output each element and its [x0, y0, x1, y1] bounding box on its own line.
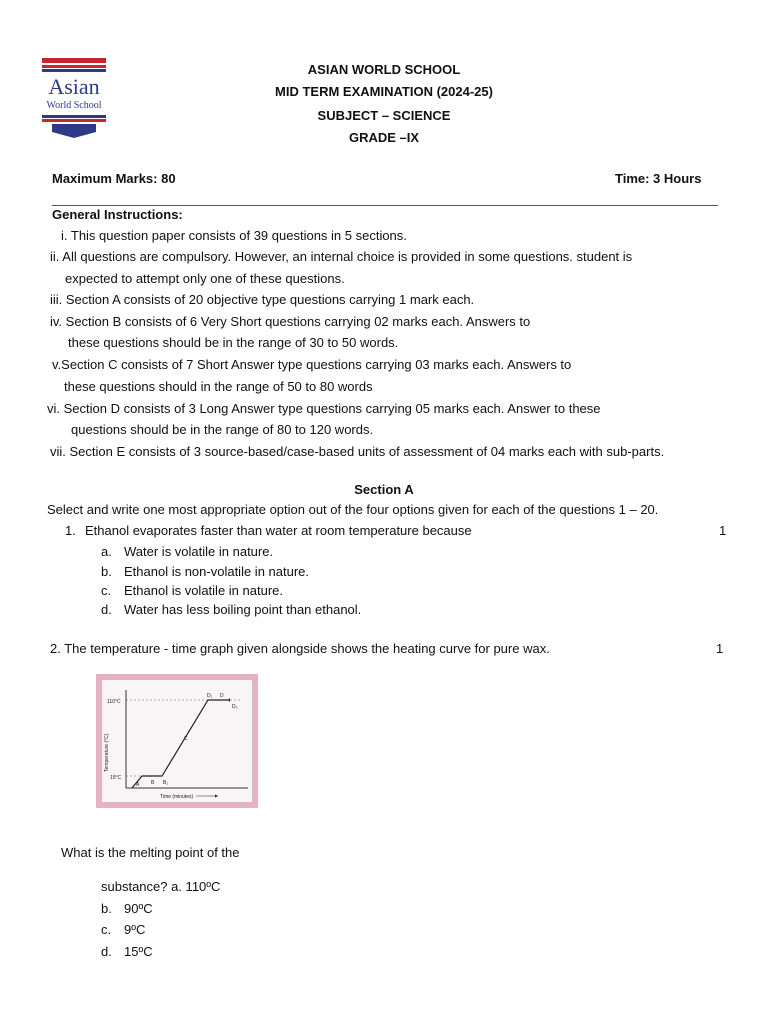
point-label: D [220, 693, 224, 699]
instruction-line: these questions should in the range of 50 to 80 words [64, 379, 373, 394]
option-label: b. [101, 901, 112, 916]
point-label: D₁ [207, 693, 213, 699]
instruction-line: vi. Section D consists of 3 Long Answer type questions carrying 05 marks each. Answer to these [47, 401, 601, 416]
logo-subname: World School [46, 100, 102, 111]
exam-time: Time: 3 Hours [615, 171, 702, 186]
heating-curve-graph [102, 680, 252, 802]
option-text: 9ºC [124, 922, 146, 937]
exam-title: MID TERM EXAMINATION (2024-25) [275, 84, 493, 99]
question-2-ask-continued: substance? a. 110ºC [101, 879, 221, 894]
option-label: d. [101, 602, 112, 617]
instruction-line: ii. All questions are compulsory. However, an internal choice is provided in some questions. student is [50, 249, 633, 264]
question-1-text: Ethanol evaporates faster than water at room temperature because [85, 523, 472, 538]
question-2-ask: What is the melting point of the [61, 845, 240, 860]
option-text: Water is volatile in nature. [124, 544, 274, 559]
x-axis-label: Time (minutes) [160, 794, 194, 800]
option-text: 15ºC [124, 944, 153, 959]
instruction-line: v.Section C consists of 7 Short Answer type questions carrying 03 marks each. Answers to [52, 357, 572, 372]
section-a-intro: Select and write one most appropriate option out of the four options given for each of the questions 1 – 20. [47, 502, 659, 517]
question-1-marks: 1 [719, 523, 727, 538]
option-text: Ethanol is non-volatile in nature. [124, 564, 310, 579]
y-axis-label: Temperature (°C) [104, 733, 110, 772]
heating-curve-figure [96, 674, 258, 808]
option-label: a. [101, 544, 112, 559]
option-label: b. [101, 564, 112, 579]
point-label: C [184, 736, 188, 742]
point-label: A [136, 782, 140, 788]
tick-label-high: 110°C [107, 699, 121, 705]
tick-label-low: 15°C [110, 775, 122, 781]
section-a-title: Section A [354, 482, 414, 497]
point-label: D₂ [232, 704, 238, 710]
question-1-number: 1. [65, 523, 76, 538]
question-2-text: 2. The temperature - time graph given alongside shows the heating curve for pure wax. [50, 641, 550, 656]
option-label: c. [101, 922, 112, 937]
instruction-line: vii. Section E consists of 3 source-based/case-based units of assessment of 04 marks each with sub-parts. [50, 444, 665, 459]
point-label: B₁ [163, 780, 169, 786]
grade-title: GRADE –IX [348, 130, 420, 145]
instructions-heading: General Instructions: [52, 207, 183, 222]
header-divider [52, 205, 718, 206]
subject-title: SUBJECT – SCIENCE [317, 108, 451, 123]
instruction-line: expected to attempt only one of these questions. [65, 271, 345, 286]
logo-name: Asian [48, 74, 100, 99]
point-label: B [151, 780, 155, 786]
option-label: d. [101, 944, 112, 959]
option-text: 90ºC [124, 901, 153, 916]
question-2-marks: 1 [716, 641, 724, 656]
instruction-line: iv. Section B consists of 6 Very Short questions carrying 02 marks each. Answers to [50, 314, 531, 329]
instruction-line: these questions should be in the range of 30 to 50 words. [68, 335, 399, 350]
option-label: c. [101, 583, 112, 598]
maximum-marks: Maximum Marks: 80 [52, 171, 176, 186]
option-text: Ethanol is volatile in nature. [124, 583, 283, 598]
instruction-line: i. This question paper consists of 39 questions in 5 sections. [61, 228, 407, 243]
school-name: ASIAN WORLD SCHOOL [307, 62, 461, 77]
instruction-line: questions should be in the range of 80 to 120 words. [71, 422, 374, 437]
option-text: Water has less boiling point than ethanol. [124, 602, 362, 617]
instruction-line: iii. Section A consists of 20 objective type questions carrying 1 mark each. [50, 292, 475, 307]
